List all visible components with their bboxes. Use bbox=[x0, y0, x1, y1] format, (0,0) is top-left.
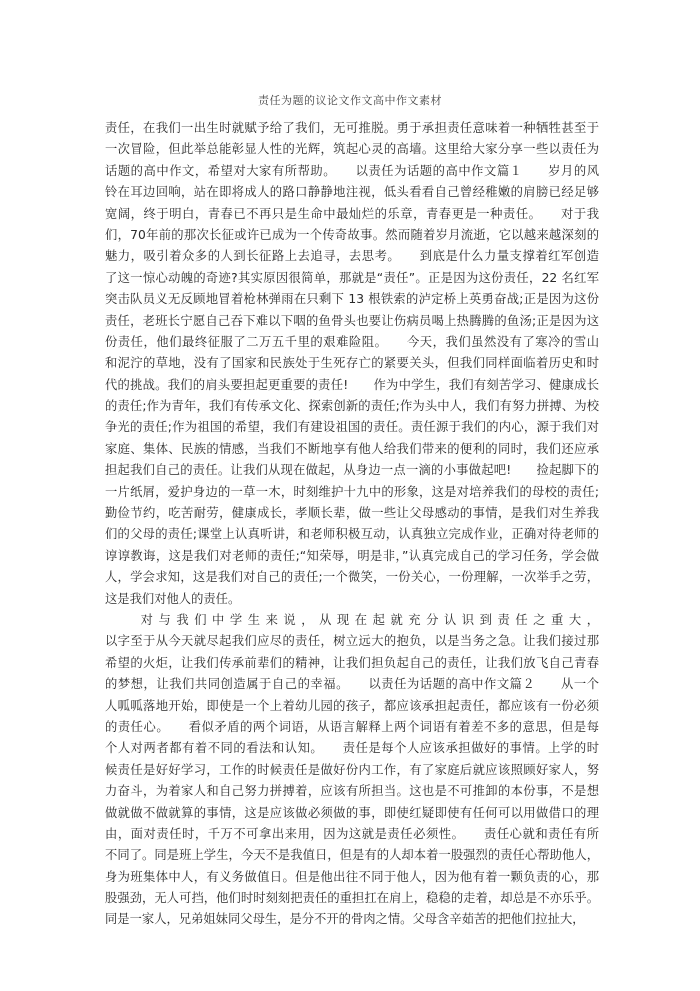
body-text-line: 宽阔，终于明白，青春已不再只是生命中最灿烂的乐章，青春更是一种责任。 对于我 bbox=[105, 206, 599, 221]
body-text-line: 希望的火炬，让我们传承前辈们的精神，让我们担负起自己的责任，让我们放飞自己青春 bbox=[105, 655, 599, 670]
body-text-line: 个人对两者都有着不同的看法和认知。 责任是每个人应该承担做好的事情。上学的时 bbox=[105, 741, 599, 756]
body-text-line: 候责任是好好学习，工作的时候责任是做好份内工作，有了家庭后就应该照顾好家人，努 bbox=[105, 762, 599, 777]
body-text-line: 的梦想，让我们共同创造属于自己的幸福。 以责任为话题的高中作文篇２ 从一个 bbox=[105, 677, 599, 692]
body-text-line: 同是一家人，兄弟姐妹同父母生，是分不开的骨肉之情。父母含辛茹苦的把他们拉扯大， bbox=[105, 912, 585, 927]
body-text-line: 家庭、集体、民族的情感，当我们不断地享有他人给我们带来的便利的同时，我们还应承 bbox=[105, 441, 599, 456]
body-text-line: 魅力，吸引着众多的人到长征路上去追寻，去思考。 到底是什么力量支撑着红军创造 bbox=[105, 249, 599, 264]
body-text-line: 对与我们中学生来说，从现在起就充分认识到责任之重大， bbox=[105, 612, 599, 627]
body-text-line: 一片纸屑，爱护身边的一草一木，时刻维护十九中的形象，这是对培养我们的母校的责任; bbox=[105, 484, 599, 499]
body-text-line: 人，学会求知，这是我们对自己的责任;一个微笑，一份关心，一份理解，一次举手之劳， bbox=[105, 570, 599, 585]
document-body bbox=[105, 118, 599, 931]
body-text-line: 责任，在我们一出生时就赋予给了我们，无可推脱。勇于承担责任意味着一种牺牲甚至于 bbox=[105, 121, 599, 135]
body-text-line: 话题的高中作文，希望对大家有所帮助。 以责任为话题的高中作文篇１ 岁月的风 bbox=[105, 163, 599, 178]
body-text-line: 突击队员义无反顾地冒着枪林弹雨在只剩下 13 根铁索的泸定桥上英勇奋战;正是因为这份 bbox=[105, 292, 599, 307]
body-text-line: 们，70年前的那次长征或许已成为一个传奇故事。然而随着岁月流逝，它以越来越深刻的 bbox=[105, 227, 599, 242]
body-text-line: 责任，老班长宁愿自己吞下难以下咽的鱼骨头也要让伤病员喝上热腾腾的鱼汤;正是因为这 bbox=[105, 313, 599, 328]
body-text-line: 以字至于从今天就尽起我们应尽的责任，树立远大的抱负，以是当务之急。让我们接过那 bbox=[105, 634, 599, 649]
body-text-line: 的责任;作为青年，我们有传承文化、探索创新的责任;作为头中人，我们有努力拼搏、为校 bbox=[105, 399, 599, 414]
body-text-line: 谆谆教诲，这是我们对老师的责任;“知荣辱，明是非，”认真完成自己的学习任务，学会做 bbox=[105, 548, 599, 563]
body-text-line: 力奋斗，为着家人和自己努力拼搏着，应该有所担当。这也是不可推卸的本份事，不是想 bbox=[105, 784, 599, 799]
body-text-line: 勤俭节约，吃苦耐劳，健康成长，孝顺长辈，做一些让父母感动的事情，是我们对生养我 bbox=[105, 506, 599, 521]
body-text-line: 由，面对责任时，千万不可拿出来用，因为这就是责任必须性。 责任心就和责任有所 bbox=[105, 826, 599, 841]
body-text-line: 股强劲，无人可挡，他们时时刻刻把责任的重担扛在肩上，稳稳的走着，却总是不亦乐乎。 bbox=[105, 891, 599, 906]
body-text-line: 了这一惊心动魄的奇迹?其实原因很简单，那就是“责任”。正是因为这份责任，22 名红军 bbox=[105, 270, 599, 285]
body-text-line: 和泥泞的草地，没有了国家和民族处于生死存亡的紧要关头，但我们同样面临着历史和时 bbox=[105, 356, 599, 371]
body-text-line: 们的父母的责任;课堂上认真听讲，和老师积极互动，认真独立完成作业，正确对待老师的 bbox=[105, 527, 599, 542]
body-text-line: 做就做不做就算的事情，这是应该做必须做的事，即使红疑即使有任何可以用做借口的理 bbox=[105, 805, 599, 820]
body-text-line: 的责任心。 看似矛盾的两个词语，从语言解释上两个词语有着差不多的意思，但是每 bbox=[105, 719, 599, 734]
body-text-line: 份责任，他们最终征服了二万五千里的艰难险阻。 今天，我们虽然没有了寒冷的雪山 bbox=[105, 334, 599, 349]
body-text-line: 争光的责任;作为祖国的希望，我们有建设祖国的责任。责任源于我们的内心，源于我们对 bbox=[105, 420, 599, 435]
body-text-line: 人呱呱落地开始，即使是一个上着幼儿园的孩子，都应该承担起责任，都应该有一份必须 bbox=[105, 698, 599, 713]
body-text-line: 这是我们对他人的责任。 bbox=[105, 591, 241, 606]
body-text-line: 担起我们自己的责任。让我们从现在做起，从身边一点一滴的小事做起吧! 捡起脚下的 bbox=[105, 463, 599, 478]
body-text-line: 铃在耳边回响，站在即将成人的路口静静地注视，低头看看自己曾经稚嫩的肩膀已经足够 bbox=[105, 185, 599, 200]
body-text-line: 身为班集体中人，有义务做值日。但是他出往不同于他人，因为他有着一颗负责的心，那 bbox=[105, 869, 599, 884]
document-title: 责任为题的议论文作文高中作文素材 bbox=[258, 94, 442, 107]
body-text-line: 代的挑战。我们的肩头要担起更重要的责任! 作为中学生，我们有刻苦学习、健康成长 bbox=[105, 377, 599, 392]
body-text-line: 不同了。同是班上学生，今天不是我值日，但是有的人却本着一股强烈的责任心帮助他人， bbox=[105, 848, 599, 863]
body-text-line: 一次冒险，但此举总能彰显人性的光辉，筑起心灵的高墙。这里给大家分享一些以责任为 bbox=[105, 142, 599, 157]
